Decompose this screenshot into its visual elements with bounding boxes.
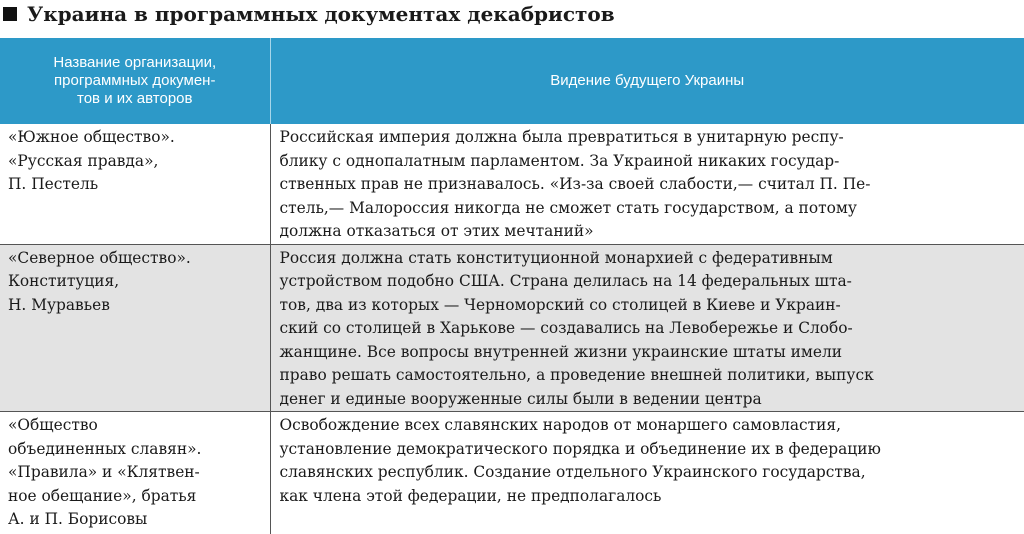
title-bar bbox=[0, 0, 1024, 36]
organization-line: А. и П. Борисовы bbox=[8, 508, 264, 532]
organization-line: «Общество bbox=[8, 414, 264, 438]
square-bullet-icon bbox=[3, 7, 17, 21]
vision-cell bbox=[270, 124, 1024, 244]
organization-cell bbox=[0, 124, 270, 244]
organization-line: Конституция, bbox=[8, 270, 264, 294]
vision-line: Освобождение всех славянских народов от монаршего самовластия, bbox=[280, 414, 1019, 438]
organization-cell bbox=[0, 244, 270, 412]
vision-line: устройством подобно США. Страна делилась на 14 федеральных шта- bbox=[280, 270, 1019, 294]
page-title: Украина в программных документах декабристов bbox=[27, 2, 615, 26]
organization-line: П. Пестель bbox=[8, 173, 264, 197]
organization-line: «Правила» и «Клятвен- bbox=[8, 461, 264, 485]
vision-line: славянских республик. Создание отдельного Украинского государства, bbox=[280, 461, 1019, 485]
vision-cell bbox=[270, 244, 1024, 412]
header-organization-line: тов и их авторов bbox=[14, 90, 256, 108]
vision-line: право решать самостоятельно, а проведение внешней политики, выпуск bbox=[280, 364, 1019, 388]
header-vision bbox=[270, 38, 1024, 124]
vision-line: Российская империя должна была превратиться в унитарную респу- bbox=[280, 126, 1019, 150]
organization-line: ное обещание», братья bbox=[8, 485, 264, 509]
vision-line: ский со столицей в Харькове — создавались на Левобережье и Слобо- bbox=[280, 317, 1019, 341]
vision-line: как члена этой федерации, не предполагалось bbox=[280, 485, 1019, 509]
header-vision-label: Видение будущего Украины bbox=[285, 72, 1011, 90]
vision-line: жанщине. Все вопросы внутренней жизни украинские штаты имели bbox=[280, 341, 1019, 365]
table-row bbox=[0, 244, 1024, 412]
table-row bbox=[0, 124, 1024, 244]
program-documents-table bbox=[0, 38, 1024, 534]
organization-line: объединенных славян». bbox=[8, 438, 264, 462]
vision-line: тов, два из которых — Черноморский со столицей в Киеве и Украин- bbox=[280, 294, 1019, 318]
organization-line: «Южное общество». bbox=[8, 126, 264, 150]
table-header-row bbox=[0, 38, 1024, 124]
vision-line: блику с однопалатным парламентом. За Украиной никаких государ- bbox=[280, 150, 1019, 174]
vision-line: ственных прав не признавалось. «Из-за своей слабости,— считал П. Пе- bbox=[280, 173, 1019, 197]
table-row bbox=[0, 412, 1024, 534]
organization-cell bbox=[0, 412, 270, 534]
header-organization-line: программных докумен- bbox=[14, 72, 256, 90]
vision-line: стель,— Малороссия никогда не сможет стать государством, а потому bbox=[280, 197, 1019, 221]
organization-line: Н. Муравьев bbox=[8, 294, 264, 318]
organization-line: «Русская правда», bbox=[8, 150, 264, 174]
vision-cell bbox=[270, 412, 1024, 534]
header-organization-line: Название организации, bbox=[14, 54, 256, 72]
organization-line: «Северное общество». bbox=[8, 247, 264, 271]
header-organization bbox=[0, 38, 270, 124]
vision-line: должна отказаться от этих мечтаний» bbox=[280, 220, 1019, 244]
vision-line: денег и единые вооруженные силы были в ведении центра bbox=[280, 388, 1019, 412]
vision-line: установление демократического порядка и объединение их в федерацию bbox=[280, 438, 1019, 462]
vision-line: Россия должна стать конституционной монархией с федеративным bbox=[280, 247, 1019, 271]
